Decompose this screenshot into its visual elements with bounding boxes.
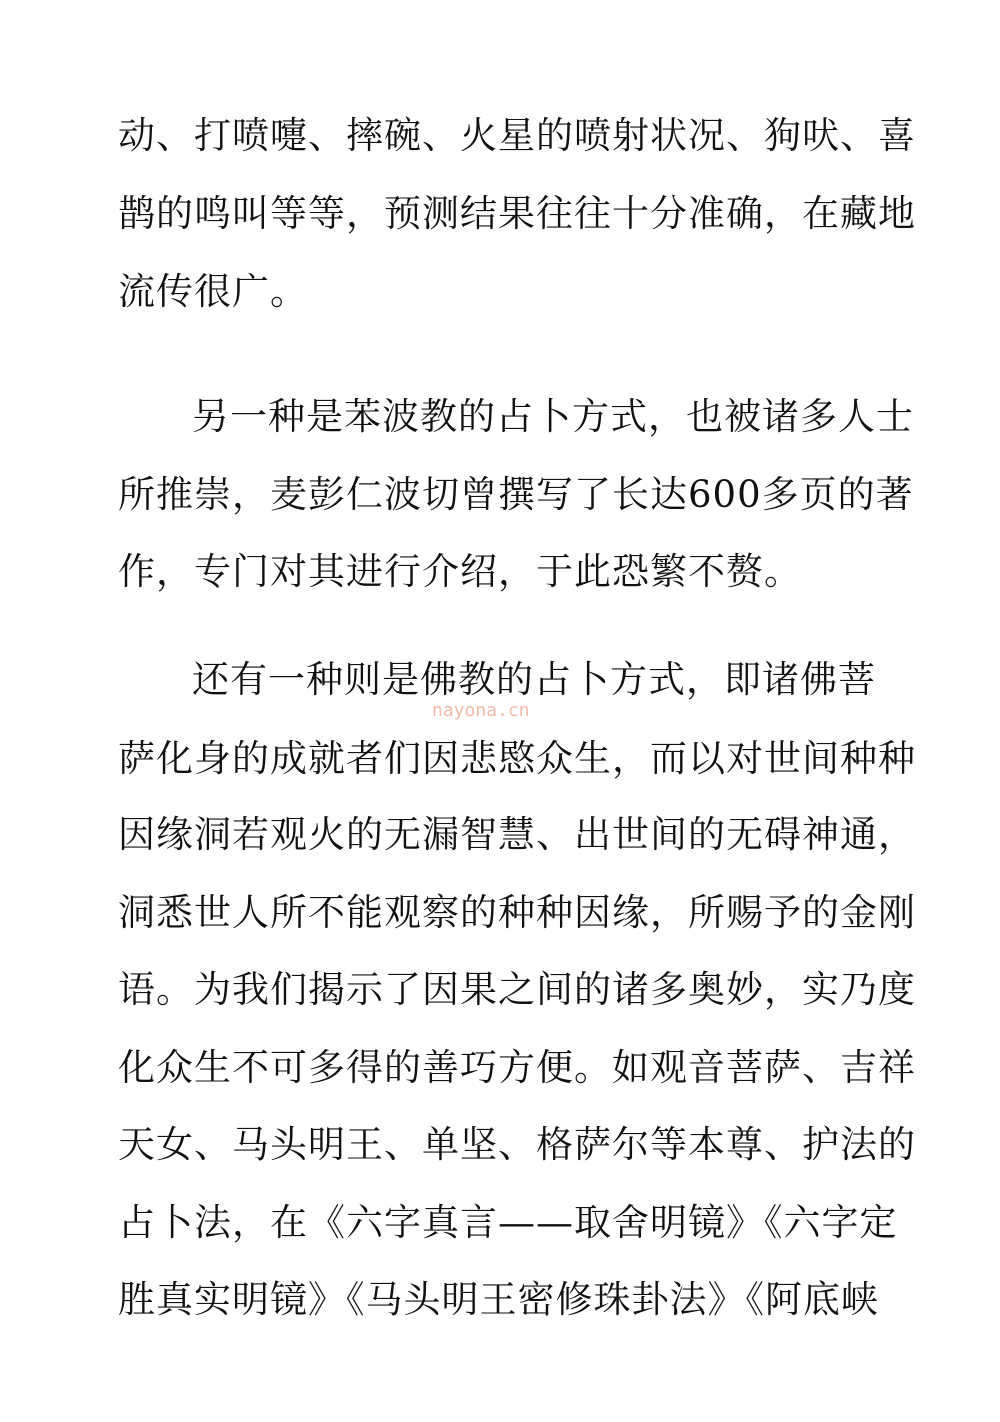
paragraph-3-line-9: 胜真实明镜》《马头明王密修珠卦法》《阿底峡 [118, 1278, 879, 1321]
paragraph-2-line-1: 另一种是苯波教的占卜方式，也被诸多人士 [192, 395, 914, 438]
paragraph-3-line-7: 天女、马头明王、单坚、格萨尔等本尊、护法的 [118, 1123, 916, 1166]
paragraph-3-line-8: 占卜法，在《六字真言——取舍明镜》《六字定 [118, 1201, 898, 1244]
paragraph-3-line-5: 语。为我们揭示了因果之间的诸多奥妙，实乃度 [118, 968, 916, 1011]
paragraph-1-line-2: 鹊的鸣叫等等，预测结果往往十分准确，在藏地 [118, 192, 916, 235]
paragraph-2-line-3: 作，专门对其进行介绍，于此恐繁不赘。 [118, 550, 802, 593]
paragraph-3-line-1: 还有一种则是佛教的占卜方式，即诸佛菩 [192, 658, 876, 701]
paragraph-1-line-3: 流传很广。 [118, 270, 308, 313]
watermark-text: nayona.cn [432, 700, 530, 721]
paragraph-3-line-3: 因缘洞若观火的无漏智慧、出世间的无碍神通， [118, 813, 916, 856]
paragraph-1-line-1: 动、打喷嚏、摔碗、火星的喷射状况、狗吠、喜 [118, 114, 916, 157]
paragraph-3-line-6: 化众生不可多得的善巧方便。如观音菩萨、吉祥 [118, 1046, 916, 1089]
paragraph-3-line-2: 萨化身的成就者们因悲愍众生，而以对世间种种 [118, 737, 916, 780]
paragraph-2-line-2: 所推崇，麦彭仁波切曾撰写了长达600多页的著 [118, 473, 914, 516]
paragraph-3-line-4: 洞悉世人所不能观察的种种因缘，所赐予的金刚 [118, 891, 916, 934]
